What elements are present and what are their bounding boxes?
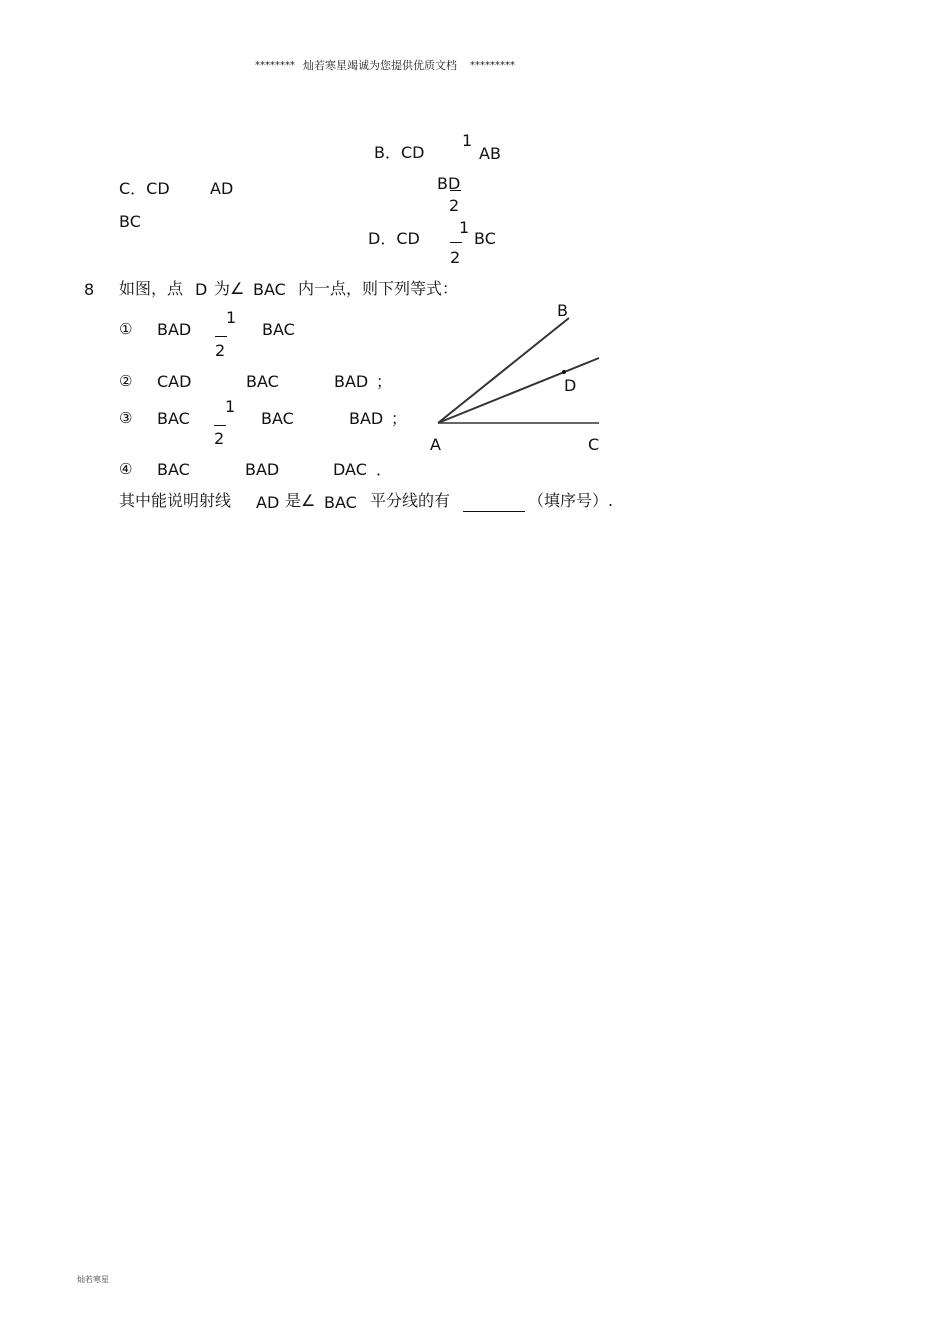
figure-label-d: D: [564, 376, 577, 395]
item-1-fraction-num: 1: [226, 308, 237, 327]
option-c-bd: BD: [437, 174, 461, 193]
item-3-a: BAC: [157, 409, 190, 428]
item-3-marker: ③: [119, 409, 133, 427]
option-d-fraction-num: 1: [459, 218, 470, 237]
item-1-b: BAC: [262, 320, 295, 339]
figure-label-b: B: [557, 301, 568, 320]
conclusion-prefix: 其中能说明射线: [119, 491, 232, 510]
item-2-c: BAD: [334, 372, 369, 391]
item-2-end: ；: [376, 372, 393, 391]
question-stem-d: D: [195, 280, 208, 299]
question-stem-mid: 为∠: [214, 279, 245, 298]
item-2-marker: ②: [119, 372, 133, 390]
item-1-fraction-den: 2: [215, 341, 226, 360]
item-4-marker: ④: [119, 460, 133, 478]
option-c-den: 2: [449, 196, 460, 215]
option-c-label: C．CD: [119, 179, 170, 198]
header-title: 灿若寒星竭诚为您提供优质文档: [303, 59, 457, 72]
option-d-rhs: BC: [474, 229, 496, 248]
item-4-a: BAC: [157, 460, 190, 479]
item-3-c: BAD: [349, 409, 384, 428]
option-b-rhs: AB: [479, 144, 501, 163]
item-3-fraction-num: 1: [225, 397, 236, 416]
question-stem-suffix: 内一点，则下列等式：: [298, 279, 459, 298]
option-d-label: D．CD: [368, 229, 420, 248]
item-3-end: ；: [391, 409, 408, 428]
question-number: 8: [84, 280, 95, 299]
option-c-ad: AD: [210, 179, 234, 198]
item-2-a: CAD: [157, 372, 192, 391]
conclusion-bac: BAC: [324, 493, 357, 512]
item-1-a: BAD: [157, 320, 192, 339]
option-b-label: B．CD: [374, 143, 425, 162]
header-stars-left: ********: [255, 60, 295, 71]
item-1-marker: ①: [119, 320, 133, 338]
header-stars-right: *********: [470, 60, 515, 71]
conclusion-ad: AD: [256, 493, 280, 512]
item-3-fraction-den: 2: [214, 429, 225, 448]
option-d-den: 2: [450, 248, 461, 267]
item-4-b: BAD: [245, 460, 280, 479]
footer-text: 灿若寒星: [77, 1275, 109, 1284]
item-3-b: BAC: [261, 409, 294, 428]
question-stem-prefix: 如图，点: [119, 279, 184, 298]
figure-label-c: C: [588, 435, 600, 454]
item-2-b: BAC: [246, 372, 279, 391]
option-c-bc: BC: [119, 212, 141, 231]
item-4-end: ．: [376, 460, 393, 479]
point-d: [562, 370, 566, 374]
ray-ab: [438, 318, 569, 423]
question-stem-bac: BAC: [253, 280, 286, 299]
conclusion-end: （填序号）.: [528, 491, 614, 510]
item-4-c: DAC: [333, 460, 367, 479]
figure-label-a: A: [430, 435, 441, 454]
conclusion-mid: 是∠: [285, 491, 316, 510]
conclusion-suffix: 平分线的有: [370, 491, 451, 510]
option-b-fraction-num: 1: [462, 131, 473, 150]
